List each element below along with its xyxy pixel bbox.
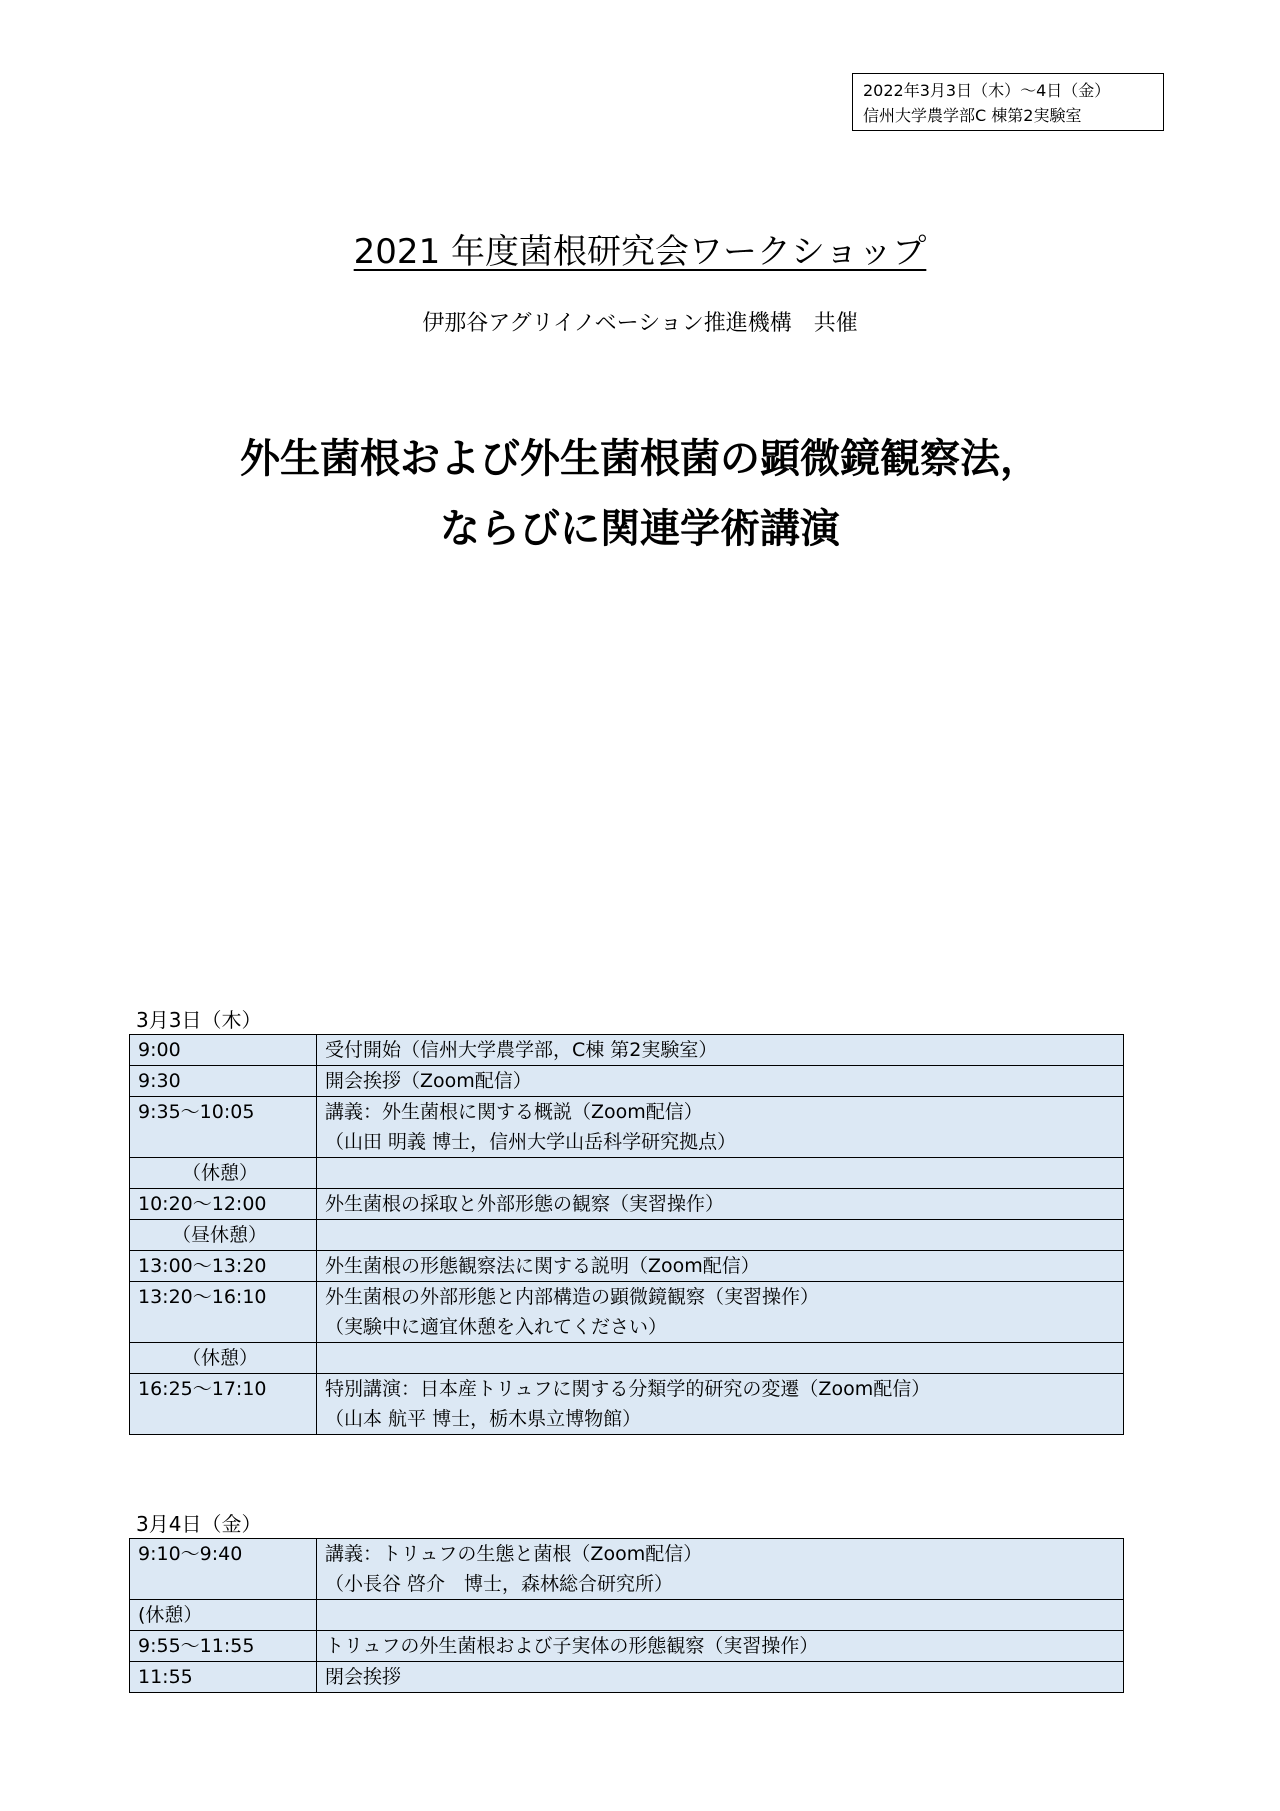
schedule-time: (休憩） [130,1600,317,1631]
schedule-description-line: 外生菌根の形態観察法に関する説明（Zoom配信） [325,1255,760,1277]
day1-schedule-table [129,1034,1124,1435]
schedule-description [317,1189,1124,1220]
schedule-row [130,1600,1124,1631]
schedule-description [317,1631,1124,1662]
schedule-description [317,1097,1124,1158]
workshop-title [0,228,1280,276]
event-venue: 信州大学農学部C 棟第2実験室 [863,106,1082,125]
schedule-row [130,1066,1124,1097]
schedule-time: （休憩） [130,1158,317,1189]
schedule-description [317,1282,1124,1343]
day2-schedule-table [129,1538,1124,1693]
schedule-row [130,1282,1124,1343]
event-dates: 2022年3月3日（木）～4日（金） [863,81,1111,100]
schedule-description-line: （小長谷 啓介 博士，森林総合研究所） [325,1573,674,1595]
schedule-description-line [325,1343,1115,1373]
schedule-row [130,1631,1124,1662]
schedule-description-line: 講義：外生菌根に関する概説（Zoom配信） [325,1101,703,1123]
schedule-time: 10:20～12:00 [130,1189,317,1220]
schedule-description-line: トリュフの外生菌根および子実体の形態観察（実習操作） [325,1635,819,1657]
schedule-description [317,1600,1124,1631]
day1-label: 3月3日（木） [136,1008,262,1032]
schedule-description-line [325,1158,1115,1188]
cohost-line: 伊那谷アグリイノベーション推進機構 共催 [422,311,858,336]
schedule-description-line: （実験中に適宜休憩を入れてください） [325,1316,668,1338]
schedule-time: （昼休憩） [130,1220,317,1251]
schedule-description-line: 外生菌根の採取と外部形態の観察（実習操作） [325,1193,725,1215]
schedule-row [130,1343,1124,1374]
workshop-title-text: 2021 年度菌根研究会ワークショップ [353,232,927,272]
schedule-description [317,1251,1124,1282]
schedule-description [317,1662,1124,1693]
schedule-description-line: 閉会挨拶 [325,1666,402,1688]
day2-label: 3月4日（金） [136,1512,262,1536]
schedule-row [130,1189,1124,1220]
schedule-description-line: 特別講演：日本産トリュフに関する分類学的研究の変遷（Zoom配信） [325,1378,931,1400]
schedule-time: 9:35～10:05 [130,1097,317,1158]
schedule-description [317,1220,1124,1251]
schedule-row [130,1097,1124,1158]
schedule-row [130,1035,1124,1066]
schedule-description-line: 開会挨拶（Zoom配信） [325,1070,532,1092]
schedule-time: 13:00～13:20 [130,1251,317,1282]
schedule-description-line [325,1600,1115,1630]
schedule-row [130,1251,1124,1282]
schedule-description [317,1374,1124,1435]
schedule-description [317,1066,1124,1097]
schedule-description-line: （山田 明義 博士，信州大学山岳科学研究拠点） [325,1131,737,1153]
schedule-row [130,1662,1124,1693]
schedule-description [317,1035,1124,1066]
schedule-description-line: （山本 航平 博士，栃木県立博物館） [325,1408,642,1430]
event-info-box [852,73,1164,131]
schedule-row [130,1539,1124,1600]
schedule-description-line: 講義：トリュフの生態と菌根（Zoom配信） [325,1543,703,1565]
schedule-description [317,1158,1124,1189]
schedule-time: 16:25～17:10 [130,1374,317,1435]
schedule-time: 11:55 [130,1662,317,1693]
schedule-row [130,1158,1124,1189]
schedule-row [130,1220,1124,1251]
schedule-description-line: 受付開始（信州大学農学部，C棟 第2実験室） [325,1039,718,1061]
schedule-description [317,1539,1124,1600]
schedule-description-line [325,1220,1115,1250]
schedule-description-line: 外生菌根の外部形態と内部構造の顕微鏡観察（実習操作） [325,1286,820,1308]
schedule-time: 9:30 [130,1066,317,1097]
schedule-time: 9:55～11:55 [130,1631,317,1662]
schedule-description [317,1343,1124,1374]
schedule-time: 9:00 [130,1035,317,1066]
schedule-row [130,1374,1124,1435]
schedule-time: 9:10～9:40 [130,1539,317,1600]
schedule-time: 13:20～16:10 [130,1282,317,1343]
main-title [0,424,1280,564]
main-title-line-1: 外生菌根および外生菌根菌の顕微鏡観察法， [240,436,1040,482]
main-title-line-2: ならびに関連学術講演 [440,506,840,552]
schedule-time: （休憩） [130,1343,317,1374]
